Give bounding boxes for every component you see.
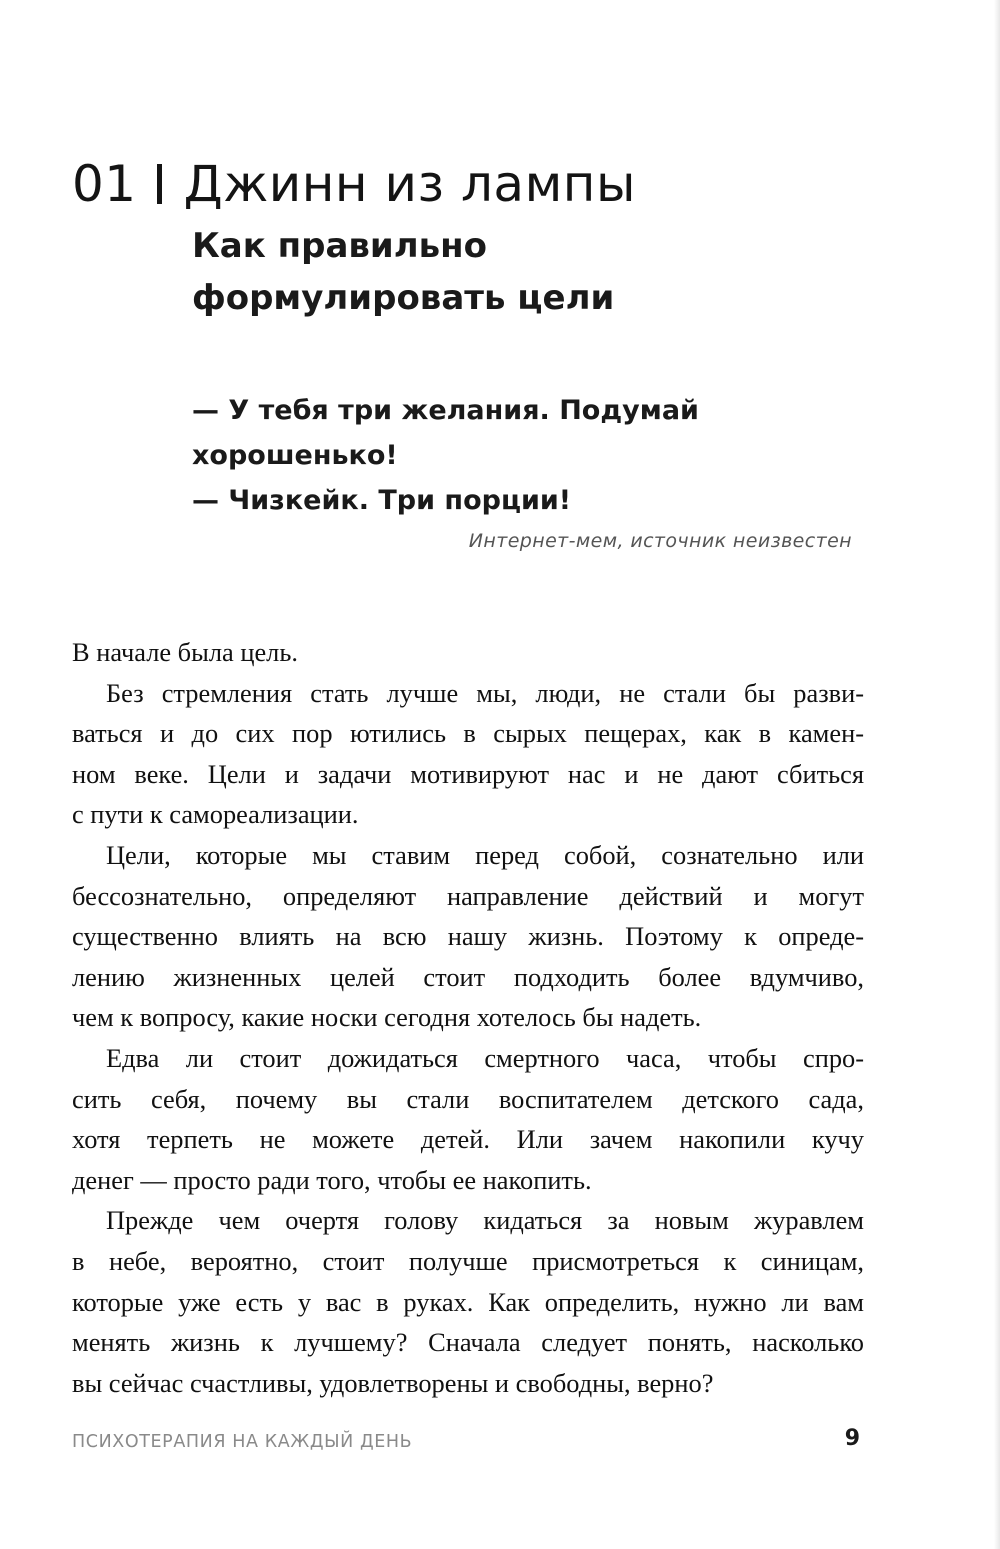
subtitle-line: Как правильно xyxy=(192,226,488,266)
paragraph-line: вы сейчас счастливы, удовлетворены и свободны, верно? xyxy=(72,1367,714,1398)
paragraph-line: в небе, вероятно, стоит получше присмотреться к синицам, xyxy=(72,1245,864,1276)
paragraph-line: денег — просто ради того, чтобы ее накопить. xyxy=(72,1164,592,1195)
paragraph-line: хотя терпеть не можете детей. Или зачем накопили кучу xyxy=(72,1124,864,1155)
paragraph-line: бессознательно, определяют направление действий и могут xyxy=(72,880,864,911)
paragraph-line: с пути к самореализации. xyxy=(72,799,359,830)
paragraph-line: которые уже есть у вас в руках. Как определить, нужно ли вам xyxy=(72,1286,864,1317)
paragraph-line: менять жизнь к лучшему? Сначала следует понять, насколько xyxy=(72,1327,864,1358)
page-edge-shadow xyxy=(994,0,1000,1549)
paragraph-line: чем к вопросу, какие носки сегодня хотелось бы надеть. xyxy=(72,1002,702,1033)
body-text xyxy=(72,632,864,1403)
paragraph-line: Прежде чем очертя голову кидаться за новым журавлем xyxy=(106,1205,864,1236)
running-footer-title: ПСИХОТЕРАПИЯ НА КАЖДЫЙ ДЕНЬ xyxy=(72,1432,413,1452)
chapter-heading xyxy=(72,152,636,216)
epigraph xyxy=(192,388,872,523)
chapter-separator-bar xyxy=(157,164,162,204)
paragraph-line: сить себя, почему вы стали воспитателем детского сада, xyxy=(72,1083,864,1114)
subtitle-line: формулировать цели xyxy=(192,278,615,318)
epigraph-source: Интернет-мем, источник неизвестен xyxy=(468,530,852,552)
paragraph-line: существенно влиять на всю нашу жизнь. Поэтому к опреде- xyxy=(72,921,864,952)
paragraph-line: ваться и до сих пор ютились в сырых пещерах, как в камен- xyxy=(72,718,864,749)
paragraph-line: Едва ли стоит дожидаться смертного часа, чтобы спро- xyxy=(106,1042,864,1073)
chapter-title: Джинн из лампы xyxy=(183,155,636,213)
epigraph-line: — У тебя три желания. Подумай xyxy=(192,395,699,426)
epigraph-line: — Чизкейк. Три порции! xyxy=(192,485,572,516)
paragraph-line: В начале была цель. xyxy=(72,637,298,667)
chapter-number: 01 xyxy=(72,155,137,213)
chapter-subtitle xyxy=(192,220,792,324)
paragraph-line: ном веке. Цели и задачи мотивируют нас и не дают сбиться xyxy=(72,758,864,789)
paragraph-line: Цели, которые мы ставим перед собой, сознательно или xyxy=(106,839,864,870)
epigraph-line: хорошенько! xyxy=(192,440,398,471)
page-number: 9 xyxy=(844,1426,860,1451)
paragraph-line: лению жизненных целей стоит подходить более вдумчиво, xyxy=(72,961,864,992)
paragraph-line: Без стремления стать лучше мы, люди, не стали бы разви- xyxy=(106,677,864,708)
